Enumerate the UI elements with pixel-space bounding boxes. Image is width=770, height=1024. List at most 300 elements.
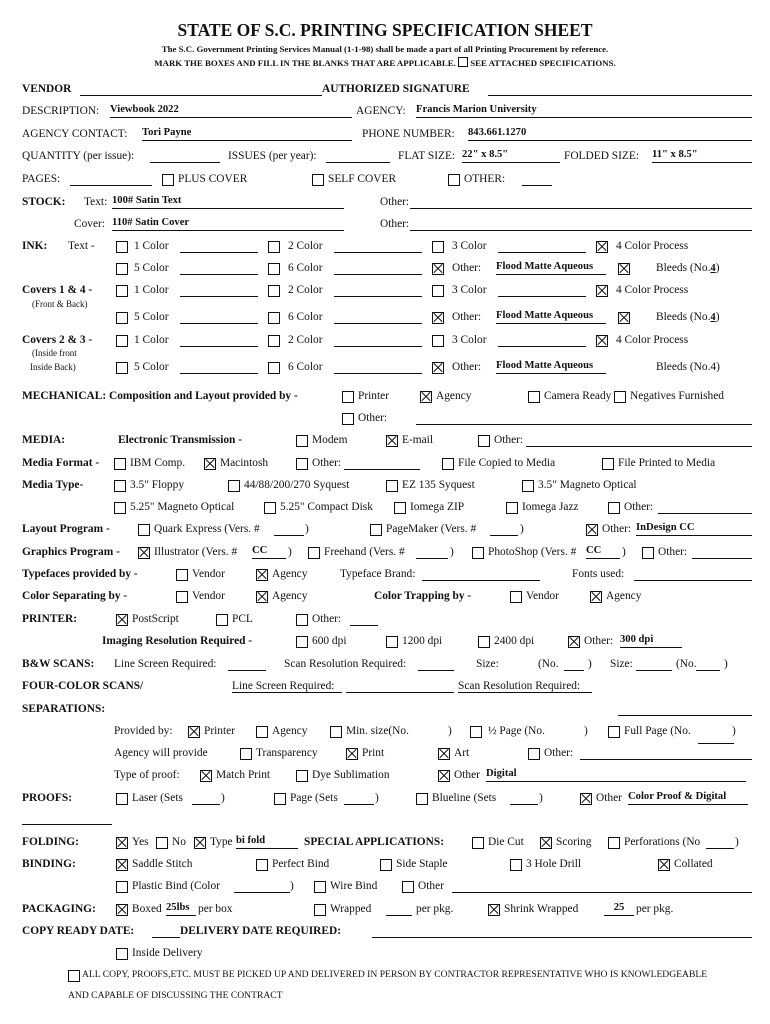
bw-scan-resolution-label: Scan Resolution Required: [284, 658, 407, 670]
pagemaker-close: ) [520, 523, 524, 535]
pcl-checkbox[interactable] [216, 614, 228, 626]
see-attached-checkbox[interactable] [458, 57, 468, 67]
wrapped-field[interactable] [386, 902, 412, 916]
trapping-agency-checkbox[interactable] [590, 591, 602, 603]
stock-cover-field[interactable]: 110# Satin Cover [112, 217, 344, 231]
bw-size-label-2: Size: [610, 658, 633, 670]
layout-other-field[interactable]: InDesign CC [636, 522, 752, 536]
plastic-bind-checkbox[interactable] [116, 881, 128, 893]
four-color-line-screen-blank[interactable] [346, 679, 454, 693]
footer-checkbox[interactable] [68, 970, 80, 982]
perfect-bind-checkbox[interactable] [256, 859, 268, 871]
ez135-checkbox[interactable] [386, 480, 398, 492]
issues-label: ISSUES (per year): [228, 150, 317, 162]
quark-version-field[interactable] [274, 522, 304, 536]
inside-front-label: (Inside front [32, 348, 77, 358]
bw-no-field-1[interactable] [564, 657, 584, 671]
provided-printer-checkbox[interactable] [188, 726, 200, 738]
ink-covers14-row-2 [0, 308, 770, 328]
covers23-5color-field[interactable] [180, 360, 258, 374]
folding-row [0, 833, 770, 853]
ibm-label: IBM Comp. [130, 457, 186, 469]
camera-ready-label: Camera Ready [544, 390, 612, 402]
graphics-program-label: Graphics Program - [22, 546, 120, 558]
media-format-row [0, 454, 770, 474]
media-other-checkbox[interactable] [478, 435, 490, 447]
media-type-row-2 [0, 498, 770, 518]
zip-checkbox[interactable] [394, 502, 406, 514]
shrink-wrapped-label: Shrink Wrapped [504, 903, 579, 915]
saddle-stitch-checkbox[interactable] [116, 859, 128, 871]
wrapped-label: Wrapped [330, 903, 372, 915]
ibm-checkbox[interactable] [114, 458, 126, 470]
covers14-3color-field[interactable] [498, 283, 586, 297]
dpi2400-label: 2400 dpi [494, 635, 535, 647]
scoring-checkbox[interactable] [540, 837, 552, 849]
bw-scans-row [0, 655, 770, 675]
ink-text-row-1 [0, 237, 770, 257]
bleeds-value[interactable]: 4 [710, 263, 716, 274]
typefaces-agency-label: Agency [272, 568, 308, 580]
shrink-wrapped-checkbox[interactable] [488, 904, 500, 916]
media-type-other-checkbox[interactable] [608, 502, 620, 514]
format-other-checkbox[interactable] [296, 458, 308, 470]
delivery-date-field[interactable] [372, 924, 752, 938]
covers14-4color-process-label: 4 Color Process [616, 284, 689, 296]
pages-other-label: OTHER: [464, 173, 506, 185]
bleeds-close: ) [715, 311, 720, 323]
file-printed-label: File Printed to Media [618, 457, 716, 469]
stock-text-other-field[interactable] [410, 195, 752, 209]
covers14-bleeds-checkbox[interactable] [618, 312, 630, 324]
ink-text-6color-field[interactable] [334, 261, 422, 275]
plastic-bind-color-field[interactable] [234, 879, 290, 893]
imaging-other-field[interactable]: 300 dpi [620, 634, 682, 648]
syquest-checkbox[interactable] [228, 480, 240, 492]
footer-text-1: ALL COPY, PROOFS,ETC. MUST BE PICKED UP AND DELIVERED IN PERSON BY CONTRACTOR REPRESENTATIVE WHO IS KNOWLEDGEABLE [82, 969, 708, 980]
dpi1200-checkbox[interactable] [386, 636, 398, 648]
covers14-6color-field[interactable] [334, 310, 422, 324]
shrink-wrapped-field[interactable]: 25 [604, 902, 634, 916]
covers23-label: Covers 2 & 3 - [22, 334, 93, 346]
dye-sub-checkbox[interactable] [296, 770, 308, 782]
cd525-checkbox[interactable] [264, 502, 276, 514]
media-type-other-label: Other: [624, 501, 654, 513]
separations-field[interactable] [618, 702, 752, 716]
covers14-other-checkbox[interactable] [432, 312, 444, 324]
phone-number-field[interactable]: 843.661.1270 [468, 127, 752, 141]
laser-sets-field[interactable] [192, 791, 220, 805]
file-copied-checkbox[interactable] [442, 458, 454, 470]
separating-agency-label: Agency [272, 590, 308, 602]
dpi1200-label: 1200 dpi [402, 635, 443, 647]
quantity-row [0, 147, 770, 167]
ink-text-3color-checkbox[interactable] [432, 241, 444, 253]
wrapped-checkbox[interactable] [314, 904, 326, 916]
stock-cover-row [0, 215, 770, 235]
postscript-checkbox[interactable] [116, 614, 128, 626]
bw-no-label-1: (No. [538, 658, 559, 670]
covers14-2color-label: 2 Color [288, 284, 323, 296]
packaging-row [0, 900, 770, 920]
covers14-5color-checkbox[interactable] [116, 312, 128, 324]
photoshop-close: ) [622, 546, 626, 558]
page-sets-field[interactable] [344, 791, 374, 805]
blueline-checkbox[interactable] [416, 793, 428, 805]
bw-line-screen-label: Line Screen Required: [114, 658, 217, 670]
covers14-6color-checkbox[interactable] [268, 312, 280, 324]
zip-label: Iomega ZIP [410, 501, 465, 513]
laser-close: ) [221, 792, 225, 804]
provide-other-checkbox[interactable] [528, 748, 540, 760]
blueline-label: Blueline (Sets [432, 792, 497, 804]
separating-vendor-checkbox[interactable] [176, 591, 188, 603]
graphics-program-row [0, 543, 770, 563]
provided-agency-label: Agency [272, 725, 308, 737]
agency-contact-label: AGENCY CONTACT: [22, 128, 128, 140]
agency-field[interactable]: Francis Marion University [416, 104, 752, 118]
perforations-checkbox[interactable] [608, 837, 620, 849]
ink-text-bleeds-checkbox[interactable] [618, 263, 630, 275]
printer-other-checkbox[interactable] [296, 614, 308, 626]
binding-other-checkbox[interactable] [402, 881, 414, 893]
proofs-other-label: Other [596, 792, 622, 804]
binding-other-field[interactable] [452, 879, 752, 893]
ink-text-4color-process-label: 4 Color Process [616, 240, 689, 252]
page-proof-checkbox[interactable] [274, 793, 286, 805]
fonts-used-label: Fonts used: [572, 568, 625, 580]
layout-other-checkbox[interactable] [586, 524, 598, 536]
typefaces-row [0, 565, 770, 585]
self-cover-checkbox[interactable] [312, 174, 324, 186]
covers14-1color-label: 1 Color [134, 284, 169, 296]
covers14-1color-field[interactable] [180, 283, 258, 297]
mechanical-row [0, 387, 770, 407]
art-label: Art [454, 747, 470, 759]
ink-text-4color-process-checkbox[interactable] [596, 241, 608, 253]
illustrator-checkbox[interactable] [138, 547, 150, 559]
covers23-other-checkbox[interactable] [432, 362, 444, 374]
front-back-label: (Front & Back) [32, 299, 88, 309]
folding-no-label: No [172, 836, 186, 848]
color-trapping-label: Color Trapping by - [374, 590, 472, 602]
graphics-other-field[interactable] [692, 545, 752, 559]
authorized-signature-field[interactable] [488, 82, 752, 96]
trapping-vendor-label: Vendor [526, 590, 559, 602]
ez135-label: EZ 135 Syquest [402, 479, 475, 491]
perforations-field[interactable] [706, 835, 734, 849]
illustrator-version-field[interactable]: CC [252, 545, 286, 559]
subtitle-see-attached: SEE ATTACHED SPECIFICATIONS. [470, 58, 616, 68]
binding-row-1 [0, 855, 770, 875]
min-size-checkbox[interactable] [330, 726, 342, 738]
mechanical-other-label: Other: [358, 412, 388, 424]
covers14-2color-field[interactable] [334, 283, 422, 297]
typeface-brand-field[interactable] [422, 567, 540, 581]
covers14-label: Covers 1 & 4 - [22, 284, 93, 296]
folding-yes-label: Yes [132, 836, 149, 848]
layout-program-label: Layout Program - [22, 523, 110, 535]
proofs-row [0, 789, 770, 809]
art-checkbox[interactable] [438, 748, 450, 760]
vendor-field[interactable] [80, 82, 322, 96]
description-field[interactable]: Viewbook 2022 [110, 104, 352, 118]
stock-text-other-label: Other: [380, 196, 410, 208]
proofs-other-field[interactable]: Color Proof & Digital [628, 791, 748, 805]
separating-vendor-label: Vendor [192, 590, 225, 602]
freehand-version-field[interactable] [416, 545, 448, 559]
negatives-furnished-checkbox[interactable] [614, 391, 626, 403]
footer-text-2: AND CAPABLE OF DISCUSSING THE CONTRACT [68, 990, 283, 1001]
match-print-checkbox[interactable] [200, 770, 212, 782]
covers14-other-field[interactable]: Flood Matte Aqueous [496, 310, 606, 324]
negatives-furnished-label: Negatives Furnished [630, 390, 724, 402]
ink-text-2color-field[interactable] [334, 239, 422, 253]
mechanical-agency-checkbox[interactable] [420, 391, 432, 403]
covers14-5color-field[interactable] [180, 310, 258, 324]
mo525-checkbox[interactable] [114, 502, 126, 514]
mo35-checkbox[interactable] [522, 480, 534, 492]
media-type-other-field[interactable] [658, 500, 752, 514]
bw-close-2: ) [724, 658, 728, 670]
ink-text-6color-checkbox[interactable] [268, 263, 280, 275]
four-color-scan-resolution-label: Scan Resolution Required: [458, 680, 581, 692]
jazz-checkbox[interactable] [506, 502, 518, 514]
covers23-5color-checkbox[interactable] [116, 362, 128, 374]
provided-agency-checkbox[interactable] [256, 726, 268, 738]
bleeds-label: Bleeds (No. [656, 361, 711, 373]
side-staple-checkbox[interactable] [380, 859, 392, 871]
binding-other-label: Other [418, 880, 444, 892]
ink-text-3color-label: 3 Color [452, 240, 487, 252]
covers23-6color-checkbox[interactable] [268, 362, 280, 374]
mechanical-other-field[interactable] [416, 411, 752, 425]
proof-type-other-label: Other [454, 769, 480, 781]
bw-scan-resolution-field[interactable] [418, 657, 454, 671]
flat-size-field[interactable]: 22" x 8.5" [462, 149, 560, 163]
macintosh-checkbox[interactable] [204, 458, 216, 470]
ink-text-other-field[interactable]: Flood Matte Aqueous [496, 261, 606, 275]
bleeds-value[interactable]: 4 [710, 361, 717, 373]
half-page-label: ½ Page (No. [488, 725, 545, 737]
inside-back-label: Inside Back) [30, 362, 76, 372]
media-other-label: Other: [494, 434, 524, 446]
folded-size-field[interactable]: 11" x 8.5" [652, 149, 752, 163]
covers23-4color-process-label: 4 Color Process [616, 334, 689, 346]
plus-cover-checkbox[interactable] [162, 174, 174, 186]
print-checkbox[interactable] [346, 748, 358, 760]
inside-delivery-label: Inside Delivery [132, 947, 203, 959]
bw-line-screen-field[interactable] [228, 657, 266, 671]
covers23-2color-label: 2 Color [288, 334, 323, 346]
modem-checkbox[interactable] [296, 435, 308, 447]
file-printed-checkbox[interactable] [602, 458, 614, 470]
provided-by-row [0, 722, 770, 742]
phone-number-label: PHONE NUMBER: [362, 128, 455, 140]
dpi600-label: 600 dpi [312, 635, 347, 647]
agency-contact-row [0, 125, 770, 145]
format-other-label: Other: [312, 457, 342, 469]
mechanical-printer-checkbox[interactable] [342, 391, 354, 403]
media-other-field[interactable] [526, 433, 752, 447]
agency-will-provide-label: Agency will provide [114, 747, 208, 759]
ink-text-1color-checkbox[interactable] [116, 241, 128, 253]
media-label: MEDIA: [22, 434, 66, 446]
printer-other-field[interactable] [350, 612, 378, 626]
page-proof-label: Page (Sets [290, 792, 338, 804]
ink-text-other-label: Other: [452, 262, 482, 274]
stock-cover-other-field[interactable] [410, 217, 752, 231]
quark-checkbox[interactable] [138, 524, 150, 536]
four-color-scans-label: FOUR-COLOR SCANS/ [22, 680, 144, 692]
camera-ready-checkbox[interactable] [528, 391, 540, 403]
separating-agency-checkbox[interactable] [256, 591, 268, 603]
email-checkbox[interactable] [386, 435, 398, 447]
ink-text-3color-field[interactable] [498, 239, 586, 253]
typefaces-vendor-checkbox[interactable] [176, 569, 188, 581]
page-close: ) [375, 792, 379, 804]
imaging-resolution-label: Imaging Resolution Required - [102, 635, 253, 647]
covers23-other-field[interactable]: Flood Matte Aqueous [496, 360, 606, 374]
laser-checkbox[interactable] [116, 793, 128, 805]
graphics-other-checkbox[interactable] [642, 547, 654, 559]
boxed-checkbox[interactable] [116, 904, 128, 916]
freehand-checkbox[interactable] [308, 547, 320, 559]
color-separating-row [0, 587, 770, 607]
pcl-label: PCL [232, 613, 253, 625]
layout-program-row [0, 520, 770, 540]
mechanical-other-checkbox[interactable] [342, 413, 354, 425]
imaging-other-label: Other: [584, 635, 614, 647]
four-color-scan-resolution-field[interactable] [458, 679, 592, 693]
collated-checkbox[interactable] [658, 859, 670, 871]
provide-other-field[interactable] [580, 746, 752, 760]
bleeds-label: Bleeds (No. [656, 311, 711, 323]
typefaces-agency-checkbox[interactable] [256, 569, 268, 581]
pages-other-checkbox[interactable] [448, 174, 460, 186]
ink-text-1color-field[interactable] [180, 239, 258, 253]
page-title: STATE OF S.C. PRINTING SPECIFICATION SHEET [177, 20, 593, 40]
collated-label: Collated [674, 858, 713, 870]
ink-text-2color-checkbox[interactable] [268, 241, 280, 253]
proof-type-other-field[interactable]: Digital [486, 768, 746, 782]
covers14-3color-label: 3 Color [452, 284, 487, 296]
ink-text-6color-label: 6 Color [288, 262, 323, 274]
ink-text-5color-field[interactable] [180, 261, 258, 275]
printer-row [0, 610, 770, 630]
ink-text-label: Text - [68, 240, 95, 252]
perforations-label: Perforations (No [624, 836, 701, 848]
boxed-field[interactable]: 25lbs [166, 902, 196, 916]
folding-type-field[interactable]: bi fold [236, 835, 298, 849]
quark-close: ) [305, 523, 309, 535]
mechanical-label: MECHANICAL: Composition and Layout provided by - [22, 390, 298, 402]
proofs-other-checkbox[interactable] [580, 793, 592, 805]
covers23-bleeds [656, 361, 720, 373]
type-of-proof-label: Type of proof: [114, 769, 180, 781]
folding-no-checkbox[interactable] [156, 837, 168, 849]
imaging-resolution-row [0, 632, 770, 652]
folding-type-label: Type [210, 836, 233, 848]
ink-text-5color-label: 5 Color [134, 262, 169, 274]
imaging-other-checkbox[interactable] [568, 636, 580, 648]
mo525-label: 5.25" Magneto Optical [130, 501, 235, 513]
wire-bind-checkbox[interactable] [314, 881, 326, 893]
floppy-checkbox[interactable] [114, 480, 126, 492]
packaging-label: PACKAGING: [22, 903, 96, 915]
bw-no-field-2[interactable] [696, 657, 720, 671]
stock-text-field[interactable]: 100# Satin Text [112, 195, 344, 209]
blueline-sets-field[interactable] [510, 791, 538, 805]
ink-text-other-checkbox[interactable] [432, 263, 444, 275]
illustrator-label: Illustrator (Vers. # [154, 546, 238, 558]
media-type-row-1 [0, 476, 770, 496]
stock-text-label: Text: [84, 196, 108, 208]
folding-type-checkbox[interactable] [194, 837, 206, 849]
pagemaker-version-field[interactable] [490, 522, 518, 536]
covers14-6color-label: 6 Color [288, 311, 323, 323]
die-cut-checkbox[interactable] [472, 837, 484, 849]
bleeds-close: ) [716, 361, 720, 373]
full-page-checkbox[interactable] [608, 726, 620, 738]
pagemaker-checkbox[interactable] [370, 524, 382, 536]
three-hole-checkbox[interactable] [510, 859, 522, 871]
bw-close-1: ) [588, 658, 592, 670]
copy-ready-date-field[interactable] [152, 924, 180, 938]
mechanical-agency-label: Agency [436, 390, 472, 402]
agency-contact-field[interactable]: Tori Payne [142, 127, 352, 141]
photoshop-checkbox[interactable] [472, 547, 484, 559]
folding-yes-checkbox[interactable] [116, 837, 128, 849]
ink-text-1color-label: 1 Color [134, 240, 169, 252]
inside-delivery-checkbox[interactable] [116, 948, 128, 960]
photoshop-version-field[interactable]: CC [586, 545, 620, 559]
trapping-vendor-checkbox[interactable] [510, 591, 522, 603]
four-color-line-screen-field[interactable] [232, 679, 342, 693]
transparency-checkbox[interactable] [240, 748, 252, 760]
typefaces-vendor-label: Vendor [192, 568, 225, 580]
bleeds-value[interactable]: 4 [710, 312, 716, 323]
footer-row-1 [0, 966, 770, 986]
freehand-close: ) [450, 546, 454, 558]
format-other-field[interactable] [344, 456, 420, 470]
half-page-checkbox[interactable] [470, 726, 482, 738]
inside-delivery-row [0, 944, 770, 964]
stock-label: STOCK: [22, 196, 66, 208]
print-label: Print [362, 747, 385, 759]
covers23-6color-field[interactable] [334, 360, 422, 374]
pages-row [0, 170, 770, 190]
covers23-5color-label: 5 Color [134, 361, 169, 373]
per-box-label: per box [198, 903, 233, 915]
pages-field[interactable] [70, 172, 152, 186]
proof-type-other-checkbox[interactable] [438, 770, 450, 782]
quantity-field[interactable] [150, 149, 220, 163]
plastic-bind-label: Plastic Bind (Color [132, 880, 220, 892]
illustrator-close: ) [288, 546, 292, 558]
ink-text-5color-checkbox[interactable] [116, 263, 128, 275]
fonts-used-field[interactable] [634, 567, 752, 581]
dpi2400-checkbox[interactable] [478, 636, 490, 648]
stock-cover-other-label: Other: [380, 218, 410, 230]
bw-size-field-2[interactable] [636, 657, 672, 671]
provided-printer-label: Printer [204, 725, 236, 737]
ink-text-2color-label: 2 Color [288, 240, 323, 252]
pages-other-field[interactable] [522, 172, 552, 186]
issues-field[interactable] [326, 149, 390, 163]
dpi600-checkbox[interactable] [296, 636, 308, 648]
full-page-field[interactable] [698, 730, 734, 744]
